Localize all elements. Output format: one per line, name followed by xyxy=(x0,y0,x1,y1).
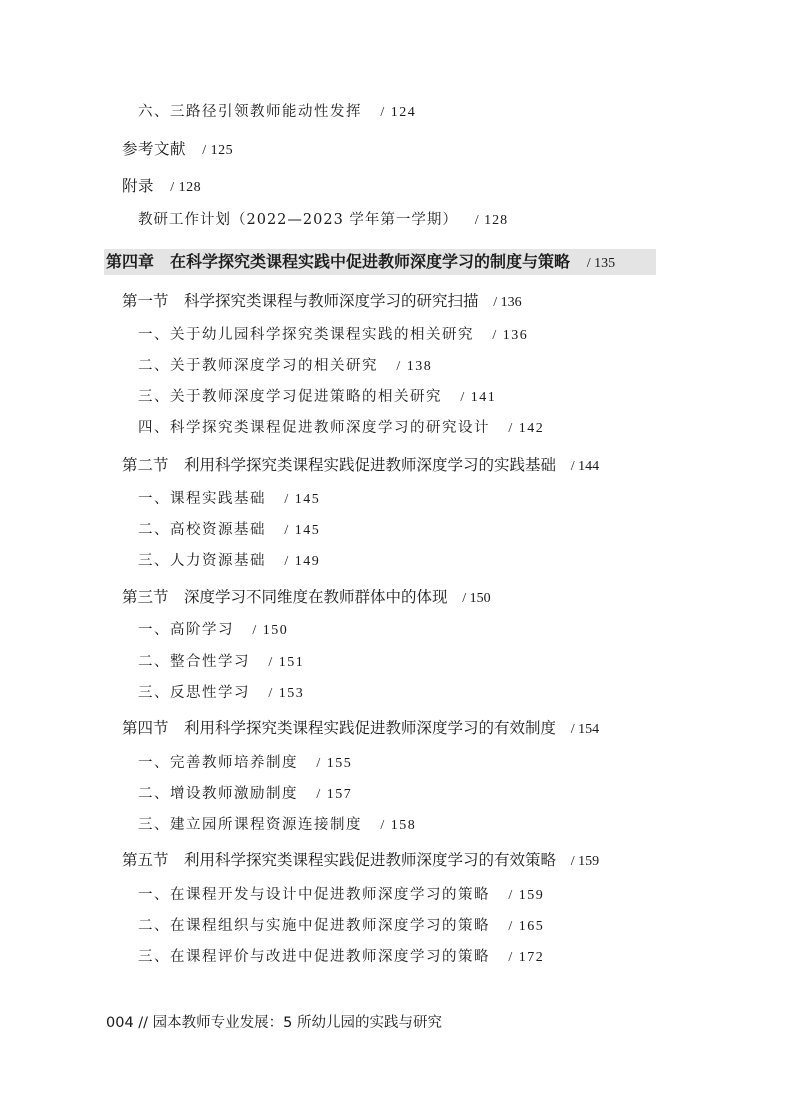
toc-entry: 六、三路径引领教师能动性发挥 / 124 xyxy=(138,104,417,120)
page-footer: 004 // 园本教师专业发展：5 所幼儿园的实践与研究 xyxy=(106,1015,442,1031)
toc-item: 二、增设教师激励制度 / 157 xyxy=(138,786,353,802)
toc-section: 第四节 利用科学探究类课程实践促进教师深度学习的有效制度 / 154 xyxy=(122,719,600,737)
toc-chapter: 第四章 在科学探究类课程实践中促进教师深度学习的制度与策略 / 135 xyxy=(106,252,616,271)
toc-section: 第三节 深度学习不同维度在教师群体中的体现 / 150 xyxy=(122,588,491,606)
toc-item: 一、课程实践基础 / 145 xyxy=(138,491,321,507)
toc-references: 参考文献 / 125 xyxy=(122,140,234,158)
toc-item: 三、在课程评价与改进中促进教师深度学习的策略 / 172 xyxy=(138,949,545,965)
toc-item: 二、高校资源基础 / 145 xyxy=(138,522,321,538)
toc-item: 三、人力资源基础 / 149 xyxy=(138,553,321,569)
toc-item: 一、完善教师培养制度 / 155 xyxy=(138,755,353,771)
toc-section: 第二节 利用科学探究类课程实践促进教师深度学习的实践基础 / 144 xyxy=(122,456,600,474)
toc-item: 三、反思性学习 / 153 xyxy=(138,685,305,701)
toc-item: 一、高阶学习 / 150 xyxy=(138,622,289,638)
toc-appendix: 附录 / 128 xyxy=(122,177,202,195)
toc-item: 二、关于教师深度学习的相关研究 / 138 xyxy=(138,358,433,374)
toc-item: 四、科学探究类课程促进教师深度学习的研究设计 / 142 xyxy=(138,420,545,436)
toc-appendix-item: 教研工作计划（2022—2023 学年第一学期） / 128 xyxy=(138,212,509,228)
toc-item: 二、在课程组织与实施中促进教师深度学习的策略 / 165 xyxy=(138,918,545,934)
toc-item: 二、整合性学习 / 151 xyxy=(138,654,305,670)
toc-item: 一、在课程开发与设计中促进教师深度学习的策略 / 159 xyxy=(138,887,545,903)
toc-item: 三、建立园所课程资源连接制度 / 158 xyxy=(138,817,417,833)
toc-section: 第一节 科学探究类课程与教师深度学习的研究扫描 / 136 xyxy=(122,292,522,310)
toc-section: 第五节 利用科学探究类课程实践促进教师深度学习的有效策略 / 159 xyxy=(122,851,600,869)
toc-item: 三、关于教师深度学习促进策略的相关研究 / 141 xyxy=(138,389,497,405)
toc-item: 一、关于幼儿园科学探究类课程实践的相关研究 / 136 xyxy=(138,327,529,343)
